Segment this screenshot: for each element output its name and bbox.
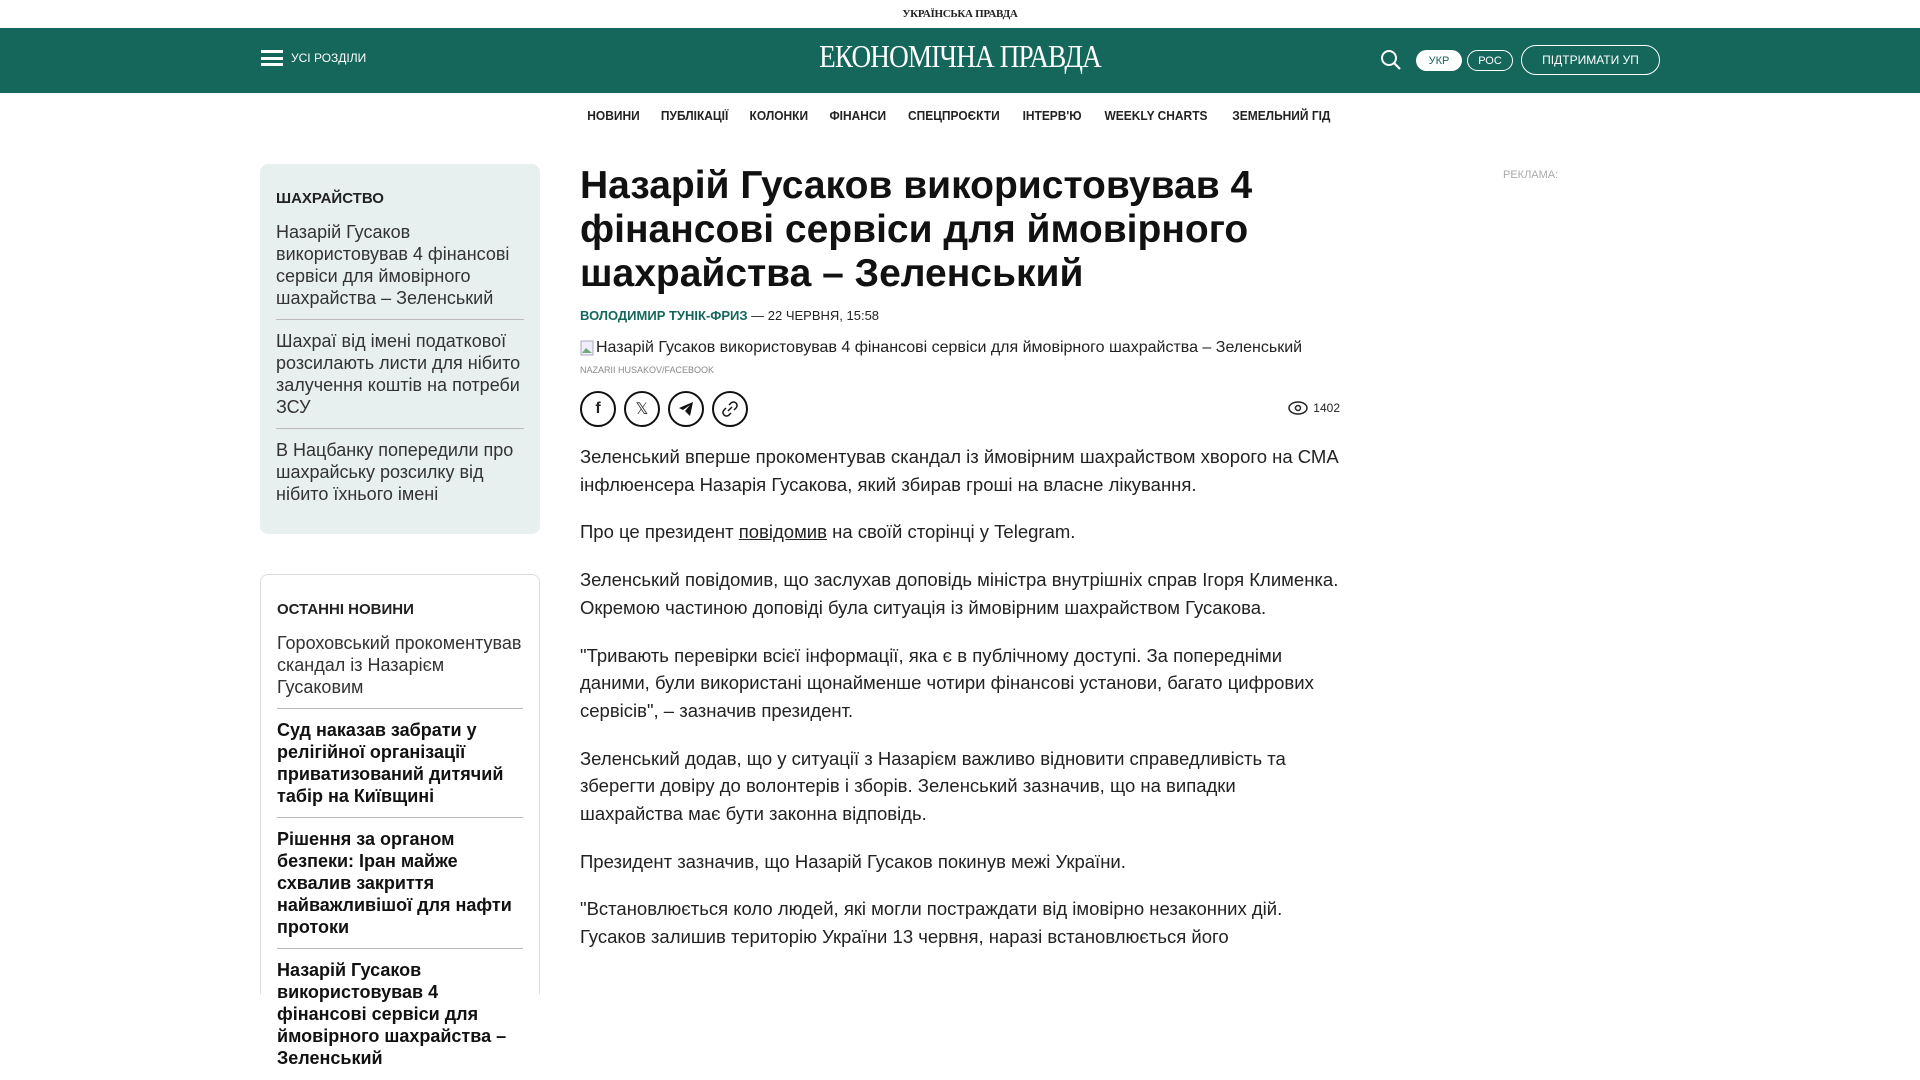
list-item[interactable]: Назарій Гусаков використовував 4 фінансові сервіси для ймовірного шахрайства – Зеленський xyxy=(277,960,507,1068)
paragraph: Зеленський додав, що у ситуації з Назарієм важливо відновити справедливість та зберегти довіру до волонтерів і зборів. Зеленський зазначив, що на випадки шахрайства має бути законна відповідь. xyxy=(580,747,1286,825)
broken-image-icon xyxy=(580,340,594,356)
header xyxy=(0,28,1920,93)
copy-link-icon[interactable] xyxy=(712,391,748,427)
list-item[interactable]: Гороховський прокоментував скандал із Назарієм Гусаковим xyxy=(277,632,523,709)
list-item[interactable]: Суд наказав забрати у релігійної організації приватизований дитячий табір на Київщині xyxy=(277,719,523,818)
telegram-share-icon[interactable] xyxy=(668,391,704,427)
main-nav xyxy=(0,105,1920,125)
up-logo[interactable]: УКРАЇНСЬКА ПРАВДА xyxy=(902,8,1018,20)
text: Про це президент xyxy=(580,521,739,543)
lang-ros-button[interactable]: РОС xyxy=(1467,50,1513,71)
text: на своїй сторінці у Telegram. xyxy=(826,521,1076,543)
list-item[interactable]: Рішення за органом безпеки: Іран майже схвалив закриття найважливішої для нафти протоки xyxy=(277,828,523,949)
image-caption: NAZARII HUSAKOV/FACEBOOK xyxy=(580,365,715,375)
paragraph: "Встановлюється коло людей, які могли постраждати від імовірно незаконних дій. Гусаков залишив територію України 13 червня, наразі встановлюється його xyxy=(580,898,1283,948)
lang-ukr-button[interactable]: УКР xyxy=(1416,50,1462,71)
nav-news[interactable]: НОВИНИ xyxy=(587,107,640,123)
paragraph: Зеленський вперше прокоментував скандал із ймовірним шахрайством хворого на СМА інфлюенсера Назарія Гусакова, який збирав гроші на власне лікування. xyxy=(580,446,1339,495)
brand-logo[interactable]: ЕКОНОМІЧНА ПРАВДА xyxy=(819,38,1101,74)
list-item[interactable]: Назарій Гусаков використовував 4 фінансові сервіси для ймовірного шахрайства – Зеленський xyxy=(276,221,524,320)
search-icon[interactable] xyxy=(1380,49,1402,71)
x-share-icon[interactable]: 𝕏 xyxy=(624,391,660,427)
paragraph: Президент зазначив, що Назарій Гусаков покинув межі України. xyxy=(580,850,1126,872)
nav-land-guide[interactable]: ЗЕМЕЛЬНИЙ ГІД xyxy=(1232,107,1331,123)
views-value: 1402 xyxy=(1313,401,1340,415)
view-count xyxy=(1288,401,1340,415)
topic-title[interactable]: ШАХРАЙСТВО xyxy=(276,190,384,207)
nav-finance[interactable]: ФІНАНСИ xyxy=(829,107,886,123)
article-title: Назарій Гусаков використовував 4 фінансові сервіси для ймовірного шахрайства – Зеленський xyxy=(580,164,1253,295)
article-body xyxy=(580,443,1340,991)
publish-date: — 22 ЧЕРВНЯ, 15:58 xyxy=(747,308,880,323)
nav-publications[interactable]: ПУБЛІКАЦІЇ xyxy=(660,107,729,123)
topic-box xyxy=(260,164,540,534)
nav-weekly-charts[interactable]: WEEKLY CHARTS xyxy=(1104,107,1208,123)
nav-interview[interactable]: ІНТЕРВ'Ю xyxy=(1022,107,1082,123)
support-button[interactable]: ПІДТРИМАТИ УП xyxy=(1521,45,1660,75)
top-bar xyxy=(0,0,1920,28)
paragraph: "Тривають перевірки всієї інформації, яка є в публічному доступі. За попередніми даними, були використані щонайменше чотири фінансові установи, багато цифрових сервісів", – зазначив президент. xyxy=(580,644,1314,721)
facebook-share-icon[interactable]: f xyxy=(580,391,616,427)
nav-columns[interactable]: КОЛОНКИ xyxy=(749,107,809,123)
latest-news-box xyxy=(260,574,540,1068)
article-image xyxy=(580,339,1340,357)
ad-label: РЕКЛАМА: xyxy=(1503,169,1559,181)
list-item[interactable]: В Нацбанку попередили про шахрайську розсилку від нібито їхнього імені xyxy=(276,440,514,504)
paragraph xyxy=(580,518,1340,546)
all-sections-label: УСІ РОЗДІЛИ xyxy=(291,51,367,65)
share-bar xyxy=(580,391,1340,427)
eye-icon xyxy=(1288,401,1308,415)
list-item[interactable]: Шахраї від імені податкової розсилають листи для нібито залучення коштів на потреби ЗСУ xyxy=(276,330,524,429)
byline xyxy=(580,308,1340,323)
article xyxy=(580,164,1340,991)
source-link[interactable]: повідомив xyxy=(738,521,827,543)
image-alt-text: Назарій Гусаков використовував 4 фінансові сервіси для ймовірного шахрайства – Зеленський xyxy=(596,339,1303,356)
latest-news-title: ОСТАННІ НОВИНИ xyxy=(277,601,414,618)
paragraph: Зеленський повідомив, що заслухав доповідь міністра внутрішніх справ Ігоря Клименка. Окремою частиною доповіді була ситуація із ймовірним шахрайством Гусакова. xyxy=(580,569,1339,618)
author-link[interactable]: ВОЛОДИМИР ТУНІК-ФРИЗ xyxy=(580,308,748,323)
nav-special[interactable]: СПЕЦПРОЄКТИ xyxy=(908,107,1001,123)
